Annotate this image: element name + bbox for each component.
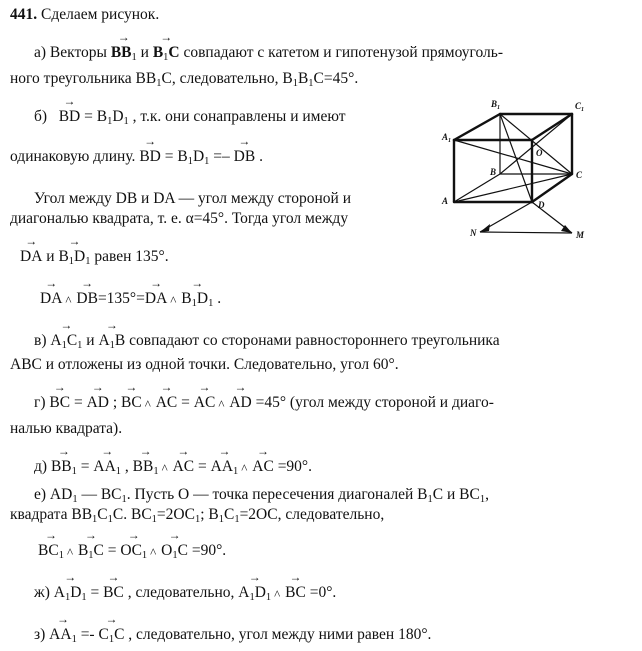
text: BC — [38, 542, 59, 559]
text: одинаковую длину. — [10, 148, 140, 165]
subscript: 1 — [191, 298, 197, 309]
text: C — [66, 332, 78, 349]
text: — BC — [77, 486, 122, 503]
subscript: 1 — [72, 494, 78, 505]
text: =– — [209, 148, 234, 165]
subscript: 1 — [204, 156, 210, 167]
label-b1: $B_1$ — [491, 99, 501, 111]
text: квадрата BB — [10, 506, 93, 523]
text: BD — [58, 108, 81, 125]
text: = B — [160, 148, 188, 165]
subscript: 1 — [88, 550, 94, 561]
vector-ac — [173, 458, 195, 476]
text: O — [161, 542, 173, 559]
text: AC — [155, 394, 178, 411]
subscript: 1 — [208, 298, 214, 309]
text: B — [77, 542, 89, 559]
text: C — [93, 542, 104, 559]
subscript: 1 — [61, 340, 67, 351]
text: е) AD — [34, 486, 73, 503]
vector-bc — [49, 394, 70, 412]
text: C — [223, 506, 235, 523]
subscript: 1 — [172, 550, 178, 561]
text: AC — [252, 458, 274, 475]
vector-bd — [139, 148, 161, 166]
vector-b1c — [153, 44, 180, 67]
vector-ac — [194, 394, 216, 412]
text: равен 135°. — [90, 248, 169, 265]
text: =2OC — [156, 506, 195, 523]
diag-a-c — [454, 174, 572, 202]
text: A — [98, 332, 110, 349]
text: . — [255, 148, 263, 165]
text: AC — [193, 394, 216, 411]
edge-a-b — [454, 174, 500, 202]
text: =135°= — [97, 290, 145, 307]
part-b-line3: Угол между DB и DA — угол между стороной и — [34, 190, 352, 207]
text: B — [297, 70, 309, 87]
subscript: 1 — [85, 256, 91, 267]
diag-a1-c — [454, 140, 572, 174]
subscript: 1 — [108, 634, 115, 645]
text: , — [485, 486, 489, 503]
vector-aa1 — [211, 458, 239, 481]
text: B — [181, 290, 192, 307]
text: B — [152, 44, 164, 61]
text: A — [238, 584, 250, 601]
subscript: 1 — [234, 514, 240, 525]
text: OC — [120, 542, 142, 559]
vector-bc1 — [38, 542, 64, 565]
vector-c1c — [98, 626, 124, 649]
text: BC — [121, 394, 142, 411]
text: = — [103, 542, 121, 559]
text: BB — [50, 458, 72, 475]
text: . Пусть O — точка пересечения диагоналей B — [126, 486, 428, 503]
subscript: 1 — [123, 116, 129, 127]
part-b-line5 — [20, 248, 169, 271]
subscript: 1 — [131, 52, 137, 63]
text: , т.к. они сонаправлены и имеют — [128, 108, 346, 125]
vector-ad — [87, 394, 109, 412]
text: BD — [139, 148, 161, 165]
cube-figure — [434, 92, 604, 242]
text: = — [76, 458, 94, 475]
vector-a1d1 — [54, 584, 87, 607]
subscript: 1 — [427, 494, 433, 505]
vector-oc1 — [120, 542, 147, 565]
text: C — [177, 542, 188, 559]
text: =2OC, следовательно, — [239, 506, 385, 523]
text: ж) — [34, 584, 50, 601]
text: AA — [210, 458, 234, 475]
subscript: 1 — [141, 550, 148, 561]
text: =0°. — [305, 584, 337, 601]
text: г) — [34, 394, 46, 411]
text: BC — [103, 584, 124, 601]
text: BB — [132, 458, 154, 475]
text: B — [58, 248, 69, 265]
text: B — [114, 332, 126, 349]
subscript: 1 — [109, 340, 115, 351]
text: C — [97, 506, 108, 523]
vector-bc — [103, 584, 124, 602]
label-b: B — [490, 167, 497, 177]
vector-bd — [59, 108, 81, 126]
text: и — [136, 44, 153, 61]
vector-bb1 — [51, 458, 77, 481]
text: BC — [49, 394, 71, 411]
subscript: 1 — [156, 78, 162, 89]
problem-title: Сделаем рисунок. — [41, 6, 160, 23]
text: D — [254, 584, 266, 601]
text: A — [53, 584, 65, 601]
text: =45° (угол между стороной и диаго- — [251, 394, 494, 411]
text: BB — [110, 44, 132, 61]
vector-aa1 — [93, 458, 121, 481]
subscript: 1 — [194, 514, 201, 525]
vector-db — [234, 148, 256, 166]
subscript: 1 — [81, 592, 87, 603]
vector-b1d1 — [58, 248, 90, 271]
part-b-line6 — [40, 290, 221, 313]
text: C — [98, 626, 109, 643]
subscript: 1 — [92, 514, 98, 525]
part-f-line3 — [38, 542, 226, 565]
edge-a1-b1 — [454, 114, 500, 140]
text: C=45°. — [313, 70, 359, 87]
vector-bc — [285, 584, 306, 602]
segment-nm — [480, 232, 572, 233]
text: = — [70, 394, 87, 411]
subscript: 1 — [187, 156, 193, 167]
text: AD — [86, 394, 109, 411]
label-c1: $C_1$ — [575, 101, 585, 113]
text: =- — [76, 626, 99, 643]
label-m: M — [576, 230, 585, 240]
vector-da — [40, 290, 62, 308]
vector-bc — [121, 394, 142, 412]
text: DA — [20, 248, 43, 265]
label-n: N — [470, 228, 477, 238]
subscript: 1 — [71, 634, 77, 645]
text: DA — [40, 290, 63, 307]
problem-heading — [10, 6, 159, 24]
subscript: 1 — [151, 514, 157, 525]
part-c-line2: ABC и отложены из одной точки. Следовательно, угол 60°. — [10, 356, 399, 373]
subscript: 1 — [249, 592, 255, 603]
text: в) — [34, 332, 47, 349]
text: . — [213, 290, 222, 307]
text: ; — [108, 394, 122, 411]
part-h-line1 — [34, 626, 431, 649]
vector-o1c — [161, 542, 188, 565]
text: DB — [233, 148, 256, 165]
subscript: 1 — [107, 116, 113, 127]
subscript: 1 — [64, 592, 71, 603]
part-d-line1 — [34, 394, 494, 412]
text: D — [70, 584, 82, 601]
vector-a1b — [98, 332, 125, 355]
subscript: 1 — [71, 466, 77, 477]
part-a-line1 — [34, 44, 503, 67]
vector-b1d1 — [181, 290, 213, 313]
part-b-line4: диагональю квадрата, т. е. α=45°. Тогда угол между — [10, 210, 349, 227]
text: D — [74, 248, 86, 265]
part-b-line2 — [10, 148, 263, 171]
text: = — [86, 584, 104, 601]
text: и — [42, 248, 59, 265]
vector-da — [20, 248, 42, 266]
text: AD — [229, 394, 252, 411]
text: совпадают со сторонами равностороннего треугольника — [125, 332, 500, 349]
text: з) — [34, 626, 46, 643]
text: ного треугольника BB — [10, 70, 157, 87]
edge-c1-d1 — [532, 114, 572, 140]
text: = — [194, 458, 211, 475]
subscript: 1 — [68, 256, 75, 267]
part-c-line1 — [34, 332, 500, 355]
text: D — [196, 290, 209, 307]
text: D — [192, 148, 205, 165]
text: = B — [80, 108, 108, 125]
subscript: 1 — [292, 78, 298, 89]
text: AA — [49, 626, 72, 643]
subscript: 1 — [58, 550, 64, 561]
vector-a1d1 — [238, 584, 271, 607]
text: C — [168, 44, 180, 61]
part-d-line2: налью квадрата). — [10, 420, 123, 437]
subscript: 1 — [121, 494, 127, 505]
text: AC — [172, 458, 195, 475]
text: = — [177, 394, 194, 411]
text: C и BC — [432, 486, 480, 503]
label-d: D — [538, 200, 545, 210]
text: =90°. — [273, 458, 313, 475]
text: A — [50, 332, 62, 349]
vector-aa1 — [49, 626, 77, 649]
text: C. BC — [112, 506, 152, 523]
subscript: 1 — [265, 592, 272, 603]
text: ; B — [200, 506, 219, 523]
part-b-line1 — [34, 108, 346, 131]
label-o: O — [536, 148, 543, 158]
text: C — [114, 626, 125, 643]
text: D — [112, 108, 124, 125]
vector-b1c — [78, 542, 104, 565]
label-c: C — [576, 170, 583, 180]
arrowhead-n — [480, 224, 490, 232]
text: DB — [76, 290, 98, 307]
vector-bb1 — [133, 458, 159, 481]
vector-db — [76, 290, 98, 308]
subscript: 1 — [479, 494, 486, 505]
part-a-line2 — [10, 70, 358, 93]
subscript: 1 — [153, 466, 159, 477]
text: и — [82, 332, 99, 349]
vector-ad — [229, 394, 251, 412]
subscript: 1 — [115, 466, 122, 477]
subscript: 1 — [163, 52, 169, 63]
vector-bb1 — [111, 44, 137, 67]
vector-ac — [156, 394, 178, 412]
part-g-line1 — [34, 584, 336, 607]
vector-ac — [252, 458, 274, 476]
subscript: 1 — [308, 78, 314, 89]
problem-number: 441. — [10, 6, 38, 23]
text: д) — [34, 458, 48, 475]
subscript: 1 — [77, 340, 83, 351]
text: а) Векторы — [34, 44, 111, 61]
subscript: 1 — [218, 514, 224, 525]
part-e-line1 — [34, 458, 312, 481]
text: C, следовательно, B — [161, 70, 293, 87]
text: BC — [285, 584, 306, 601]
label-a1: $A_1$ — [442, 132, 452, 144]
text: DA — [144, 290, 168, 307]
text: , следовательно, угол между ними равен 180°. — [124, 626, 432, 643]
text: , — [121, 458, 133, 475]
subscript: 1 — [107, 514, 113, 525]
part-f-line2 — [10, 506, 384, 529]
label-a: A — [442, 196, 449, 206]
vector-a1c1 — [50, 332, 82, 355]
text: совпадают с катетом и гипотенузой прямоуголь- — [179, 44, 503, 61]
subscript: 1 — [233, 466, 239, 477]
text: б) — [34, 108, 48, 125]
text: , следовательно, — [123, 584, 239, 601]
text: AA — [93, 458, 116, 475]
vector-da — [145, 290, 167, 308]
text: =90°. — [187, 542, 227, 559]
